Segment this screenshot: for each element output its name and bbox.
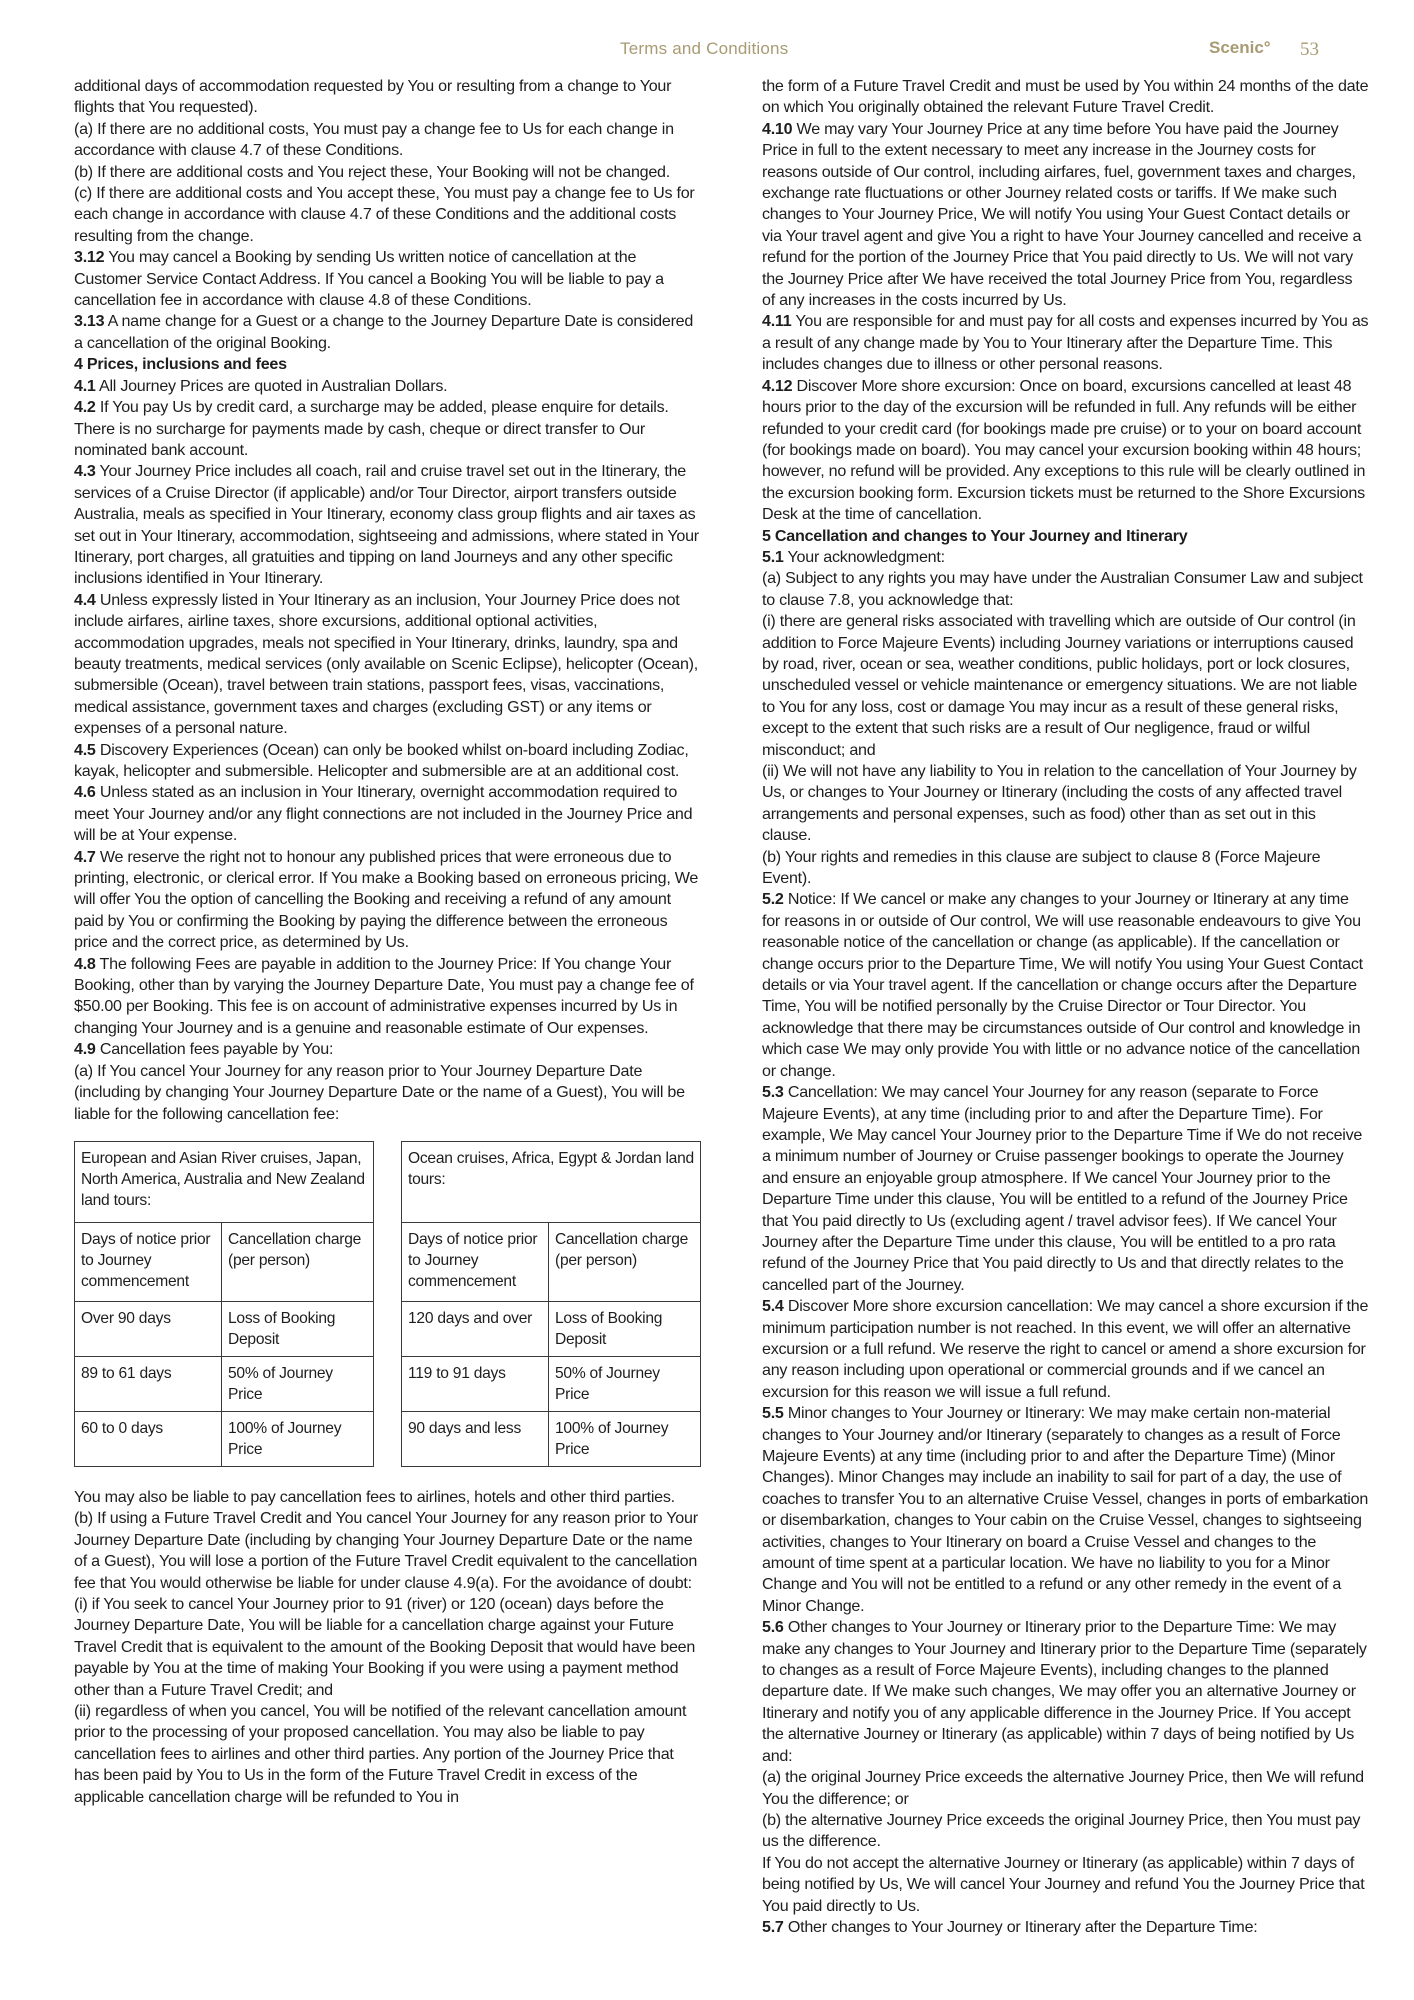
clause-number: 5.1: [762, 547, 784, 566]
paragraph: the form of a Future Travel Credit and must be used by You within 24 months of the date on which You originally obtained the relevant Future Travel Credit.: [762, 77, 1369, 117]
paragraph: You may also be liable to pay cancellation fees to airlines, hotels and other third parties.: [74, 1487, 675, 1506]
ocean-cancellation-table: [401, 1141, 701, 1467]
clause-text: Your acknowledgment:: [783, 547, 945, 566]
column-header: Days of notice prior to Journey commencement: [402, 1222, 549, 1301]
cancellation-fee-tables: [74, 1141, 702, 1467]
clause-text: Discovery Experiences (Ocean) can only be booked whilst on-board including Zodiac, kayak, helicopter and submersible. Helicopter and submersible are at an additional cost.: [74, 740, 689, 780]
clause-3-13: [74, 311, 702, 354]
clause-text: Other changes to Your Journey or Itinerary after the Departure Time:: [783, 1917, 1258, 1936]
column-header: Cancellation charge (per person): [222, 1222, 374, 1301]
clause-number: 5.6: [762, 1618, 784, 1637]
clause-4-9: [74, 1039, 702, 1060]
clause-4-5: [74, 740, 702, 783]
clause-4-2: [74, 397, 702, 461]
clause-5-2: [762, 889, 1369, 1082]
clause-4-12: [762, 376, 1369, 526]
clause-text: Minor changes to Your Journey or Itinerary: We may make certain non-material changes to Your Journey and/or Itinerary (separately to changes as a result of Force Majeure Events) at any time (including prior to and after the Departure Time) (Minor Changes). Minor Changes may include an inability to sail for part of a day, the use of coaches to transfer You to an alternative Cruise Vessel, changes in ports of embarkation or disembarkation, changes to Your cabin on the Cruise Vessel, changes to sightseeing activities, changes to Your Itinerary on board a Cruise Vessel and changes to the amount of time spent at a particular location. We have no liability to you for a Minor Change and You will not be entitled to a refund or any other remedy in the event of a Minor Change.: [762, 1404, 1369, 1615]
clause-text: You may cancel a Booking by sending Us written notice of cancellation at the Customer Service Contact Address. If You cancel a Booking You will be liable to pay a cancellation fee in accordance with clause 4.8 of these Conditions.: [74, 248, 664, 310]
clause-number: 4.9: [74, 1040, 96, 1059]
clause-text: A name change for a Guest or a change to the Journey Departure Date is considered a cancellation of the original Booking.: [74, 312, 694, 352]
clause-text: Discover More shore excursion cancellation: We may cancel a shore excursion if the minimum participation number is not reached. In this event, we will offer an alternative excursion or a full refund. We reserve the right to cancel or amend a shore excursion for any reason including upon operational or commercial grounds and if we cancel an excursion for this reason we will issue a full refund.: [762, 1297, 1369, 1401]
clause-text: Cancellation: We may cancel Your Journey for any reason (separate to Force Majeure Events), at any time (including prior to and after the Departure Time). For example, We May cancel Your Journey prior to the Departure Time if We do not receive a minimum number of Journey or Cruise passenger bookings to operate the Journey and ensure an enjoyable group atmosphere. If We cancel Your Journey prior to the Departure Time under this clause, You will be entitled to a refund of the Journey Price that You paid directly to Us (excluding agent / travel advisor fees). If We cancel Your Journey after the Departure Time under this clause, You will be entitled to a pro rata refund of the Journey Price that You paid directly to Us and that directly relates to the cancelled part of the Journey.: [762, 1083, 1363, 1294]
paragraph: (c) If there are additional costs and You accept these, You must pay a change fee to Us for each change in accordance with clause 4.7 of these Conditions and the additional costs resulting from the change.: [74, 184, 695, 245]
clause-3-12: [74, 247, 702, 311]
clause-text: If You pay Us by credit card, a surcharge may be added, please enquire for details. There is no surcharge for payments made by cash, cheque or direct transfer to Our nominated bank account.: [74, 398, 669, 459]
clause-number: 5.3: [762, 1083, 784, 1102]
clause-number: 4.4: [74, 590, 96, 609]
table-cell: Loss of Booking Deposit: [222, 1301, 374, 1356]
brand-logo: Scenic°: [1209, 38, 1271, 57]
paragraph: If You do not accept the alternative Journey or Itinerary (as applicable) within 7 days of being notified by Us, We will cancel Your Journey and refund You the Journey Price that You paid directly to Us.: [762, 1853, 1365, 1915]
section-heading-text: 4 Prices, inclusions and fees: [74, 355, 287, 374]
clause-5-6: [762, 1617, 1369, 1767]
table-cell: 119 to 91 days: [402, 1356, 549, 1411]
table-cell: 100% of Journey Price: [222, 1411, 374, 1466]
left-column: [74, 76, 702, 1808]
clause-number: 5.4: [762, 1297, 784, 1316]
clause-text: The following Fees are payable in addition to the Journey Price: If You change Your Booking, other than by varying the Journey Departure Date, You must pay a change fee of $50.00 per Booking. This fee is on account of administrative expenses incurred by Us in changing Your Journey and is a genuine and reasonable estimate of Our expenses.: [74, 954, 694, 1037]
table-row: [402, 1411, 701, 1466]
paragraph: additional days of accommodation requested by You or resulting from a change to Your flights that You requested).: [74, 77, 672, 117]
paragraph: (a) If You cancel Your Journey for any reason prior to Your Journey Departure Date (including by changing Your Journey Departure Date or the name of a Guest), You will be liable for the following cancellation fee:: [74, 1061, 685, 1123]
section-heading-text: 5 Cancellation and changes to Your Journey and Itinerary: [762, 526, 1188, 545]
paragraph: (i) there are general risks associated with travelling which are outside of Our control (in addition to Force Majeure Events) including Journey variations or interruptions caused by road, river, ocean or sea, weather conditions, public holidays, port or lock closures, unscheduled vessel or vehicle maintenance or emergency situations. We are not liable to You for any loss, cost or damage You may incur as a result of these general risks, except to the extent that such risks are a result of Our negligence, fraud or wilful misconduct; and: [762, 612, 1358, 759]
table-heading: European and Asian River cruises, Japan, North America, Australia and New Zealand land tours:: [75, 1141, 374, 1222]
clause-4-7: [74, 847, 702, 954]
clause-text: Unless stated as an inclusion in Your Itinerary, overnight accommodation required to meet Your Journey and/or any flight connections are not included in the Journey Price and will be at Your expense.: [74, 783, 693, 845]
paragraph: (b) If there are additional costs and You reject these, Your Booking will not be changed.: [74, 162, 670, 181]
section-heading-4: [74, 354, 702, 375]
clause-number: 4.7: [74, 847, 96, 866]
clause-text: Discover More shore excursion: Once on board, excursions cancelled at least 48 hours prior to the day of the excursion will be refunded in full. Any refunds will be either refunded to your credit card (for bookings made pre cruise) or to your on board account (for bookings made on board). You may cancel your excursion booking within 48 hours; however, no refund will be provided. Any exceptions to this rule will be clearly outlined in the excursion booking form. Excursion tickets must be returned to the Shore Excursions Desk at the time of cancellation.: [762, 376, 1366, 524]
table-row: [402, 1301, 701, 1356]
clause-text: Other changes to Your Journey or Itinerary prior to the Departure Time: We may make any changes to Your Journey and Itinerary prior to the Departure Time (separately to changes as a result of Force Majeure Events), including changes to the planned departure date. If We make such changes, We may offer you an alternative Journey or Itinerary and notify you of any applicable difference in the Journey Price. If You accept the alternative Journey or Itinerary (as applicable) within 7 days of being notified by Us and:: [762, 1618, 1367, 1765]
paragraph: (a) If there are no additional costs, You must pay a change fee to Us for each change in accordance with clause 4.7 of these Conditions.: [74, 119, 674, 160]
clause-number: 5.5: [762, 1404, 784, 1423]
clause-number: 4.5: [74, 740, 96, 759]
clause-number: 4.10: [762, 119, 793, 138]
clause-text: All Journey Prices are quoted in Australian Dollars.: [95, 376, 448, 395]
clause-4-4: [74, 590, 702, 740]
clause-number: 4.2: [74, 398, 96, 417]
paragraph: (ii) regardless of when you cancel, You will be notified of the relevant cancellation amount prior to the processing of your proposed cancellation. You may also be liable to pay cancellation fees to airlines and other third parties. Any portion of the Journey Price that has been paid by You to Us in the form of the Future Travel Credit in excess of the applicable cancellation charge will be refunded to You in: [74, 1701, 687, 1806]
column-header: Cancellation charge (per person): [549, 1222, 701, 1301]
clause-number: 4.6: [74, 783, 96, 802]
right-column: [762, 76, 1369, 1938]
table-cell: Over 90 days: [75, 1301, 222, 1356]
clause-number: 4.1: [74, 376, 96, 395]
clause-text: Cancellation fees payable by You:: [95, 1040, 334, 1059]
paragraph: (a) Subject to any rights you may have under the Australian Consumer Law and subject to clause 7.8, you acknowledge that:: [762, 569, 1363, 609]
clause-text: Your Journey Price includes all coach, rail and cruise travel set out in the Itinerary, the services of a Cruise Director (if applicable) and/or Tour Director, airport transfers outside Australia, meals as specified in Your Itinerary, economy class group flights and air taxes as set out in Your Itinerary, accommodation, sightseeing and admissions, where stated in Your Itinerary, port charges, all gratuities and tipping on land Journeys and any other specific inclusions identified in Your Itinerary.: [74, 462, 699, 588]
clause-4-8: [74, 954, 702, 1040]
clause-text: We reserve the right not to honour any published prices that were erroneous due to printing, electronic, or clerical error. If You make a Booking based on erroneous pricing, We will offer You the option of cancelling the Booking and receiving a refund of any amount paid by You or confirming the Booking by paying the difference between the erroneous price and the correct price, as determined by Us.: [74, 847, 699, 952]
clause-5-3: [762, 1082, 1369, 1296]
clause-4-3: [74, 461, 702, 589]
clause-4-6: [74, 782, 702, 846]
clause-number: 4.12: [762, 376, 793, 395]
page-header: [0, 36, 1414, 66]
clause-5-7: [762, 1917, 1369, 1938]
clause-text: Unless expressly listed in Your Itinerary as an inclusion, Your Journey Price does not include airfares, airline taxes, shore excursions, additional optional activities, accommodation upgrades, meals not specified in Your Itinerary, drinks, laundry, spa and beauty treatments, medical services (only available on Scenic Eclipse), helicopter (Ocean), submersible (Ocean), travel between train stations, passport fees, visas, vaccinations, medical assistance, government taxes and charges (excluding GST) or any items or expenses of a personal nature.: [74, 590, 698, 738]
table-cell: 50% of Journey Price: [549, 1356, 701, 1411]
table-row: [75, 1411, 374, 1466]
table-row: [75, 1356, 374, 1411]
paragraph: (b) the alternative Journey Price exceeds the original Journey Price, then You must pay us the difference.: [762, 1810, 1361, 1851]
table-cell: 100% of Journey Price: [549, 1411, 701, 1466]
clause-4-1: [74, 376, 702, 397]
section-heading-5: [762, 526, 1369, 547]
clause-number: 5.7: [762, 1917, 784, 1936]
clause-text: We may vary Your Journey Price at any time before You have paid the Journey Price in full to the extent necessary to meet any increase in the Journey costs for reasons outside of Our control, including airfares, fuel, government taxes and charges, exchange rate fluctuations or other Journey related costs or tariffs. If We make such changes to Your Journey Price, We will notify You using Your Guest Contact details or via Your travel agent and give You a right to have Your Journey cancelled and receive a refund for the portion of the Journey Price that You paid directly to Us. We will not vary the Journey Price after We have received the total Journey Price from You, regardless of any increases in the costs incurred by Us.: [762, 119, 1362, 310]
river-cancellation-table: [74, 1141, 374, 1467]
clause-text: You are responsible for and must pay for all costs and expenses incurred by You as a result of any change made by You to Your Itinerary after the Departure Time. This includes changes due to illness or other personal reasons.: [762, 312, 1369, 374]
clause-5-4: [762, 1296, 1369, 1403]
clause-number: 3.12: [74, 248, 105, 267]
table-cell: 90 days and less: [402, 1411, 549, 1466]
clause-4-10: [762, 119, 1369, 312]
clause-5-5: [762, 1403, 1369, 1617]
paragraph: (ii) We will not have any liability to You in relation to the cancellation of Your Journey by Us, or changes to Your Journey or Itinerary (including the costs of any affected travel arrangements and personal expenses, such as food) other than as set out in this clause.: [762, 762, 1357, 845]
table-heading: Ocean cruises, Africa, Egypt & Jordan land tours:: [402, 1141, 701, 1222]
clause-text: Notice: If We cancel or make any changes to your Journey or Itinerary at any time for reasons in or outside of Our control, We will use reasonable endeavours to give You reasonable notice of the cancellation or change (as applicable). If the cancellation or change occurs prior to the Departure Time, We will notify You using Your Guest Contact details or via Your travel agent. If the cancellation or change occurs after the Departure Time, You will be notified personally by the Cruise Director or Tour Director. You acknowledge that there may be circumstances outside of Our control and knowledge in which case We may only provide You with little or no advance notice of the cancellation or change.: [762, 890, 1363, 1080]
column-header: Days of notice prior to Journey commencement: [75, 1222, 222, 1301]
paragraph: (a) the original Journey Price exceeds the alternative Journey Price, then We will refund You the difference; or: [762, 1768, 1364, 1808]
clause-number: 4.11: [762, 312, 792, 331]
clause-4-11: [762, 311, 1369, 375]
table-cell: 120 days and over: [402, 1301, 549, 1356]
paragraph: (b) Your rights and remedies in this clause are subject to clause 8 (Force Majeure Event).: [762, 847, 1321, 888]
clause-5-1: [762, 547, 1369, 568]
table-cell: Loss of Booking Deposit: [549, 1301, 701, 1356]
table-row: [75, 1301, 374, 1356]
clause-number: 4.8: [74, 954, 96, 973]
table-cell: 60 to 0 days: [75, 1411, 222, 1466]
page-number: 53: [1300, 39, 1319, 60]
clause-number: 3.13: [74, 312, 105, 331]
clause-number: 4.3: [74, 462, 96, 481]
header-title: Terms and Conditions: [620, 39, 789, 58]
table-cell: 50% of Journey Price: [222, 1356, 374, 1411]
clause-number: 5.2: [762, 890, 784, 909]
paragraph: (i) if You seek to cancel Your Journey prior to 91 (river) or 120 (ocean) days before the Journey Departure Date, You will be liable for a cancellation charge against your Future Travel Credit that is equivalent to the amount of the Booking Deposit that would have been payable by You at the time of making Your Booking if you were using a payment method other than a Future Travel Credit; and: [74, 1594, 696, 1699]
table-cell: 89 to 61 days: [75, 1356, 222, 1411]
paragraph: (b) If using a Future Travel Credit and You cancel Your Journey for any reason prior to Your Journey Departure Date (including by changing Your Journey Departure Date or the name of a Guest), You will lose a portion of the Future Travel Credit equivalent to the cancellation fee that You would otherwise be liable for under clause 4.9(a). For the avoidance of doubt:: [74, 1509, 698, 1592]
table-row: [402, 1356, 701, 1411]
